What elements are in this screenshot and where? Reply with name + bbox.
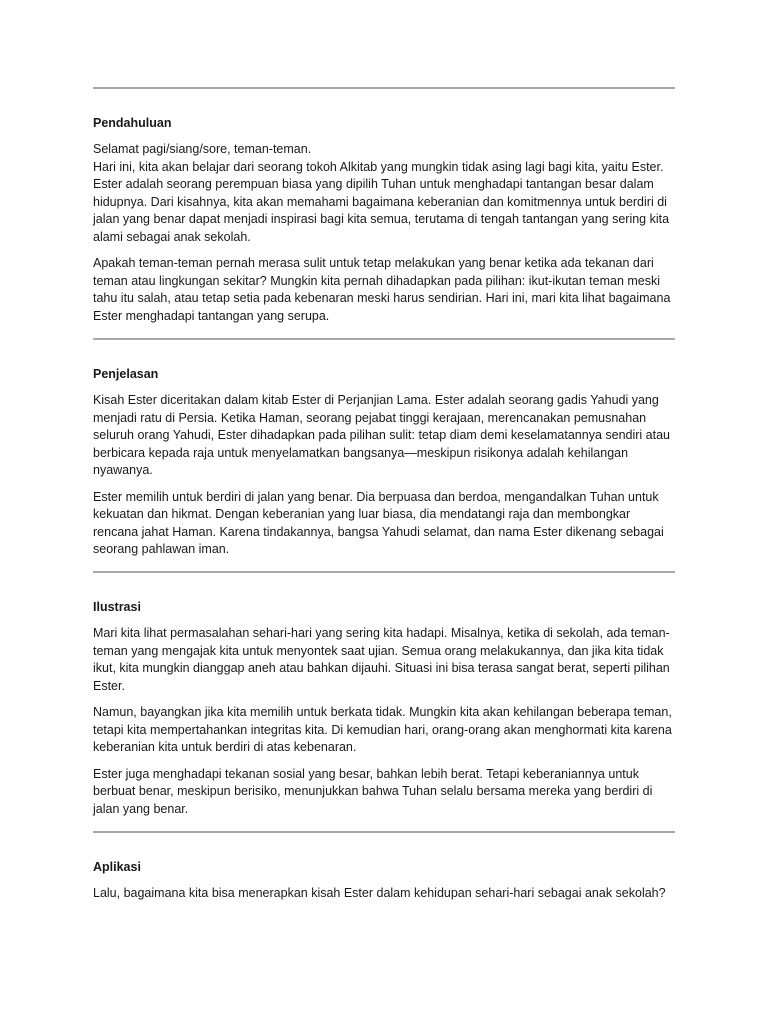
section-pendahuluan	[93, 115, 675, 334]
paragraph: Selamat pagi/siang/sore, teman-teman. Hari ini, kita akan belajar dari seorang tokoh Alkitab yang mungkin tidak asing lagi bagi kita, yaitu Ester. Ester adalah seorang perempuan biasa yang dipilih Tuhan untuk menghadapi tantangan besar dalam hidupnya. Dari kisahnya, kita akan memahami bagaimana keberanian dan komitmennya untuk berdiri di jalan yang benar dapat menjadi inspirasi bagi kita semua, terutama di tengah tantangan yang sering kita alami sebagai anak sekolah.	[93, 142, 670, 244]
section-heading: Pendahuluan	[93, 116, 172, 130]
paragraph: Apakah teman-teman pernah merasa sulit untuk tetap melakukan yang benar ketika ada tekanan dari teman atau lingkungan sekitar? Mungkin kita pernah dihadapkan pada pilihan: ikut-ikutan teman meski tahu itu salah, atau tetap setia pada kebenaran meski harus sendirian. Hari ini, mari kita lihat bagaimana Ester menghadapi tantangan yang serupa.	[93, 256, 671, 323]
section-divider	[93, 87, 675, 89]
section-divider	[93, 571, 675, 573]
section-penjelasan	[93, 366, 675, 568]
paragraph: Ester juga menghadapi tekanan sosial yang besar, bahkan lebih berat. Tetapi keberaniannya untuk berbuat benar, meskipun berisiko, menunjukkan bahwa Tuhan selalu bersama mereka yang berdiri di jalan yang benar.	[93, 766, 653, 816]
section-ilustrasi	[93, 599, 675, 827]
paragraph: Mari kita lihat permasalahan sehari-hari yang sering kita hadapi. Misalnya, ketika di sekolah, ada teman-teman yang mengajak kita untuk menyontek saat ujian. Semua orang melakukannya, dan jika kita tidak ikut, kita mungkin dianggap aneh atau bahkan dijauhi. Situasi ini bisa terasa sangat berat, seperti pilihan Ester.	[93, 626, 670, 693]
section-aplikasi	[93, 859, 675, 912]
paragraph: Lalu, bagaimana kita bisa menerapkan kisah Ester dalam kehidupan sehari-hari sebagai anak sekolah?	[93, 886, 666, 900]
section-heading: Aplikasi	[93, 860, 141, 874]
section-heading: Ilustrasi	[93, 600, 141, 614]
section-divider	[93, 338, 675, 340]
section-divider	[93, 831, 675, 833]
section-heading: Penjelasan	[93, 367, 159, 381]
paragraph: Kisah Ester diceritakan dalam kitab Ester di Perjanjian Lama. Ester adalah seorang gadis Yahudi yang menjadi ratu di Persia. Ketika Haman, seorang pejabat tinggi kerajaan, merencanakan pemusnahan seluruh orang Yahudi, Ester dihadapkan pada pilihan sulit: tetap diam demi keselamatannya sendiri atau berbicara kepada raja untuk menyelamatkan bangsanya—meskipun risikonya adalah kehilangan nyawanya.	[93, 393, 670, 477]
paragraph: Namun, bayangkan jika kita memilih untuk berkata tidak. Mungkin kita akan kehilangan beberapa teman, tetapi kita mempertahankan integritas kita. Di kemudian hari, orang-orang akan menghormati kita karena keberanian kita untuk berdiri di atas kebenaran.	[93, 705, 672, 754]
paragraph: Ester memilih untuk berdiri di jalan yang benar. Dia berpuasa dan berdoa, mengandalkan Tuhan untuk kekuatan dan hikmat. Dengan keberanian yang luar biasa, dia mendatangi raja dan membongkar rencana jahat Haman. Karena tindakannya, bangsa Yahudi selamat, dan nama Ester dikenang sebagai seorang pahlawan iman.	[93, 489, 664, 556]
